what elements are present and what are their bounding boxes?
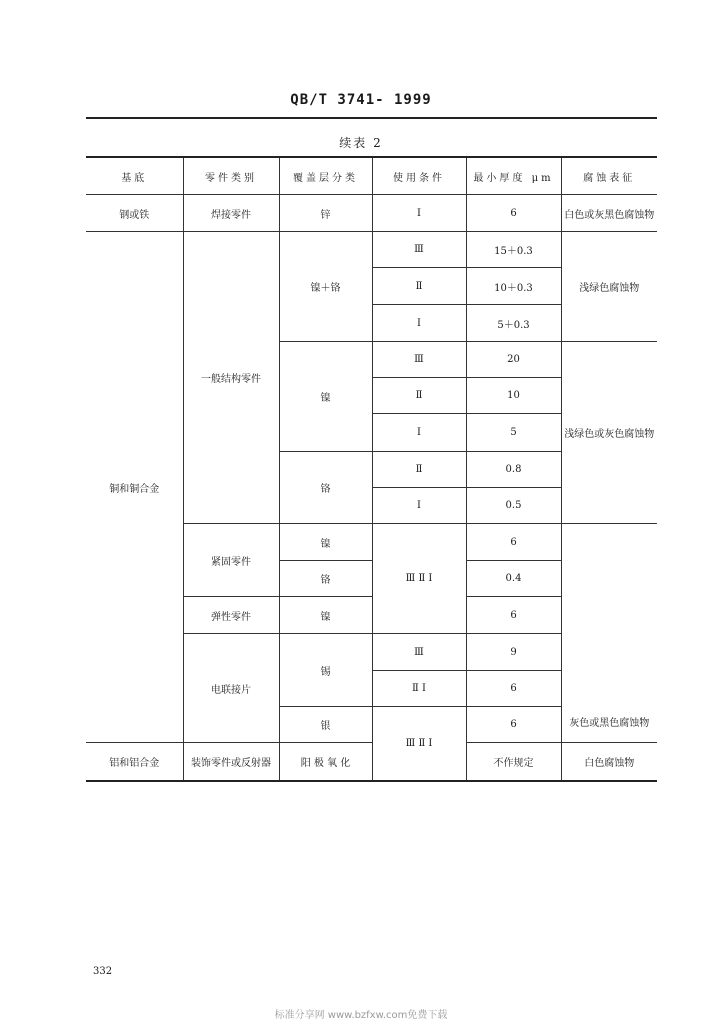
- table-row: [86, 743, 657, 781]
- col-header-coating-class: 覆盖层分类: [279, 157, 372, 195]
- page-number: 332: [93, 966, 113, 977]
- cell-condition: Ⅲ Ⅱ I: [372, 707, 466, 781]
- cell-base: 铝和铝合金: [86, 743, 183, 781]
- cell-condition: I: [372, 488, 466, 524]
- cell-thickness: 6: [466, 524, 561, 561]
- cell-thickness: 10＋0.3: [466, 268, 561, 305]
- cell-coating: 镍: [279, 342, 372, 452]
- cell-corrosion: 浅绿色或灰色腐蚀物: [561, 342, 657, 524]
- cell-base: 铜和铜合金: [86, 232, 183, 743]
- col-header-service-condition: 使用条件: [372, 157, 466, 195]
- cell-coating: 银: [279, 707, 372, 743]
- cell-thickness: 5＋0.3: [466, 305, 561, 342]
- standard-code: QB/T 3741- 1999: [290, 92, 432, 108]
- cell-coating: 铬: [279, 561, 372, 597]
- cell-thickness: 6: [466, 195, 561, 232]
- cell-condition: I: [372, 414, 466, 452]
- cell-thickness: 0.4: [466, 561, 561, 597]
- cell-thickness: 6: [466, 671, 561, 707]
- table-row: [86, 195, 657, 232]
- cell-coating: 阳 极 氧 化: [279, 743, 372, 781]
- cell-corrosion: [561, 524, 657, 743]
- cell-condition: I: [372, 195, 466, 232]
- cell-condition: I: [372, 305, 466, 342]
- table-row: [86, 232, 657, 268]
- table-header-row: [86, 157, 657, 195]
- cell-condition: Ⅲ: [372, 634, 466, 671]
- cell-thickness: 6: [466, 707, 561, 743]
- cell-category: 电联接片: [183, 634, 279, 743]
- watermark-footer: 标准分享网 www.bzfxw.com免费下载: [274, 1010, 448, 1021]
- cell-category: 弹性零件: [183, 597, 279, 634]
- cell-condition: Ⅱ I: [372, 671, 466, 707]
- cell-condition: Ⅲ: [372, 342, 466, 378]
- cell-corrosion: 白色或灰黑色腐蚀物: [561, 195, 657, 232]
- cell-coating: 镍: [279, 524, 372, 561]
- cell-condition: Ⅱ: [372, 268, 466, 305]
- cell-category: 装饰零件或反射器: [183, 743, 279, 781]
- cell-thickness: 10: [466, 378, 561, 414]
- cell-thickness: 0.5: [466, 488, 561, 524]
- cell-thickness: 15＋0.3: [466, 232, 561, 268]
- col-header-corrosion: 腐蚀表征: [561, 157, 657, 195]
- cell-coating: 铬: [279, 452, 372, 524]
- cell-condition: Ⅱ: [372, 452, 466, 488]
- cell-thickness: 0.8: [466, 452, 561, 488]
- cell-thickness: 6: [466, 597, 561, 634]
- cell-category: 焊接零件: [183, 195, 279, 232]
- cell-category: 一般结构零件: [183, 232, 279, 524]
- cell-coating: 锌: [279, 195, 372, 232]
- cell-thickness: 20: [466, 342, 561, 378]
- cell-coating: 锡: [279, 634, 372, 707]
- table-caption: 续表 2: [339, 136, 383, 150]
- cell-coating: 镍: [279, 597, 372, 634]
- cell-base: 钢或铁: [86, 195, 183, 232]
- header-rule: [86, 117, 657, 119]
- cell-condition: Ⅱ: [372, 378, 466, 414]
- cell-thickness: 不作规定: [466, 743, 561, 781]
- cell-corrosion: 浅绿色腐蚀物: [561, 232, 657, 342]
- cell-corrosion: 白色腐蚀物: [561, 743, 657, 781]
- col-header-min-thickness: 最小厚度 μm: [466, 157, 561, 195]
- cell-category: 紧固零件: [183, 524, 279, 597]
- cell-condition: Ⅲ Ⅱ I: [372, 524, 466, 634]
- cell-thickness: 5: [466, 414, 561, 452]
- cell-condition: Ⅲ: [372, 232, 466, 268]
- coating-table: [86, 156, 657, 782]
- col-header-part-category: 零件类别: [183, 157, 279, 195]
- col-header-base: 基底: [86, 157, 183, 195]
- cell-coating: 镍＋铬: [279, 232, 372, 342]
- cell-thickness: 9: [466, 634, 561, 671]
- corrosion-label: 灰色或黑色腐蚀物: [569, 718, 650, 729]
